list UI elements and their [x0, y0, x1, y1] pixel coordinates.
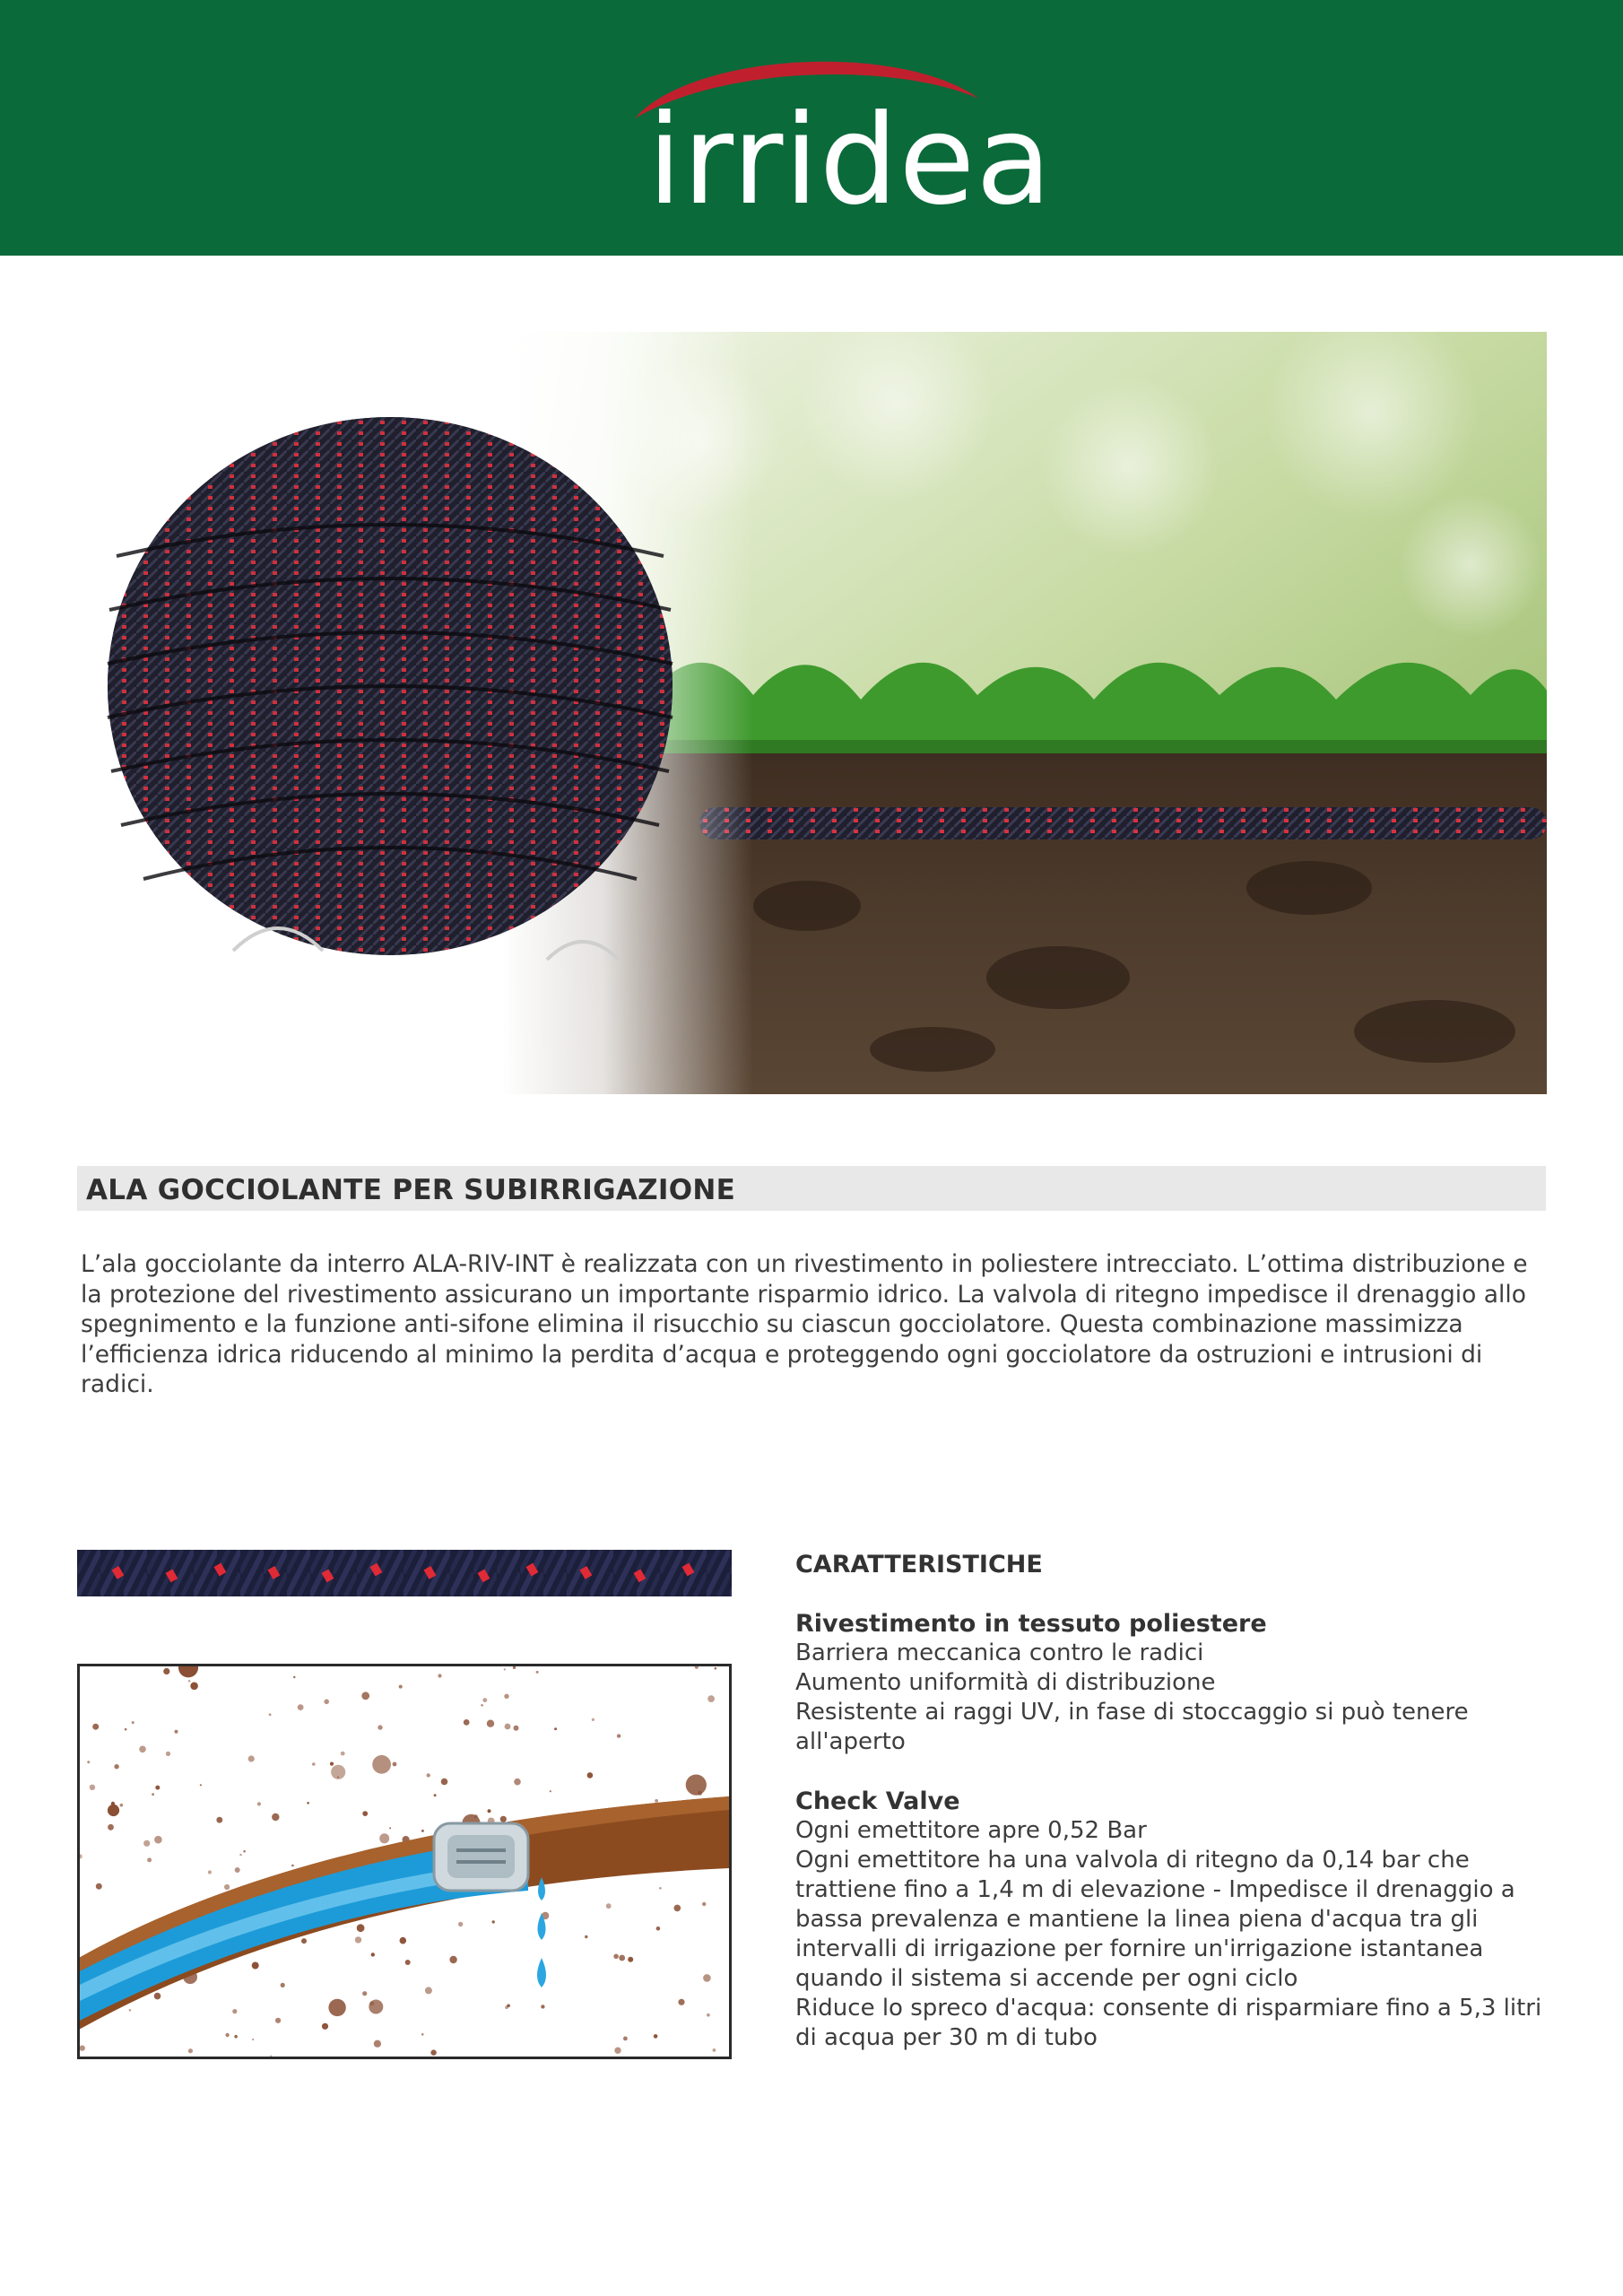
feature-group-check-valve	[795, 1787, 1549, 2053]
intro-paragraph: L’ala gocciolante da interro ALA-RIV-INT è realizzata con un rivestimento in poliestere intrecciato. L’ottima distribuzione e la protezione del rivestimento assicurano un importante risparmio idrico. La valvola di ritegno impedisce il drenaggio allo spegnimento e la funzione anti-sifone elimina il risucchio su ciascun gocciolatore. Questa combinazione massimizza l’efficienza idrica riducendo al minimo la perdita d’acqua e proteggendo ogni gocciolatore da ostruzioni e intrusioni di radici.	[81, 1250, 1528, 1398]
logo-wordmark: irridea	[647, 88, 1053, 232]
feature-line: Ogni emettitore apre 0,52 Bar	[795, 1817, 1147, 1844]
irridea-logo	[628, 45, 1053, 232]
hero-product-photo	[72, 332, 1547, 1094]
dripline-diagram-frame	[77, 1664, 732, 2059]
feature-line: Riduce lo spreco d'acqua: consente di risparmiare fino a 5,3 litri di acqua per 30 m di tubo	[795, 1995, 1542, 2051]
feature-title: Rivestimento in tessuto poliestere	[795, 1610, 1267, 1638]
features-heading: CARATTERISTICHE	[795, 1551, 1043, 1578]
feature-line: Aumento uniformità di distribuzione	[795, 1669, 1216, 1696]
feature-line: Ogni emettitore ha una valvola di ritegno da 0,14 bar che trattiene fino a 1,4 m di elevazione - Impedisce il drenaggio a bassa prevalenza e mantiene la linea piena d'acqua tra gli intervalli di irrigazione per fornire un'irrigazione istantanea quando il sistema si accende per ogni ciclo	[795, 1847, 1515, 1992]
feature-title: Check Valve	[795, 1787, 960, 1815]
dripline-cutaway-illustration	[80, 1666, 729, 2057]
features-section	[795, 1550, 1549, 2083]
feature-line: Resistente ai raggi UV, in fase di stoccaggio si può tenere all'aperto	[795, 1699, 1469, 1755]
feature-group-rivestimento	[795, 1609, 1549, 1757]
feature-line: Barriera meccanica contro le radici	[795, 1639, 1204, 1666]
braided-tube-strip-image	[77, 1550, 732, 1596]
section-title-bar	[77, 1166, 1546, 1211]
header-banner	[0, 0, 1623, 256]
section-title: ALA GOCCIOLANTE PER SUBIRRIGAZIONE	[86, 1174, 736, 1206]
